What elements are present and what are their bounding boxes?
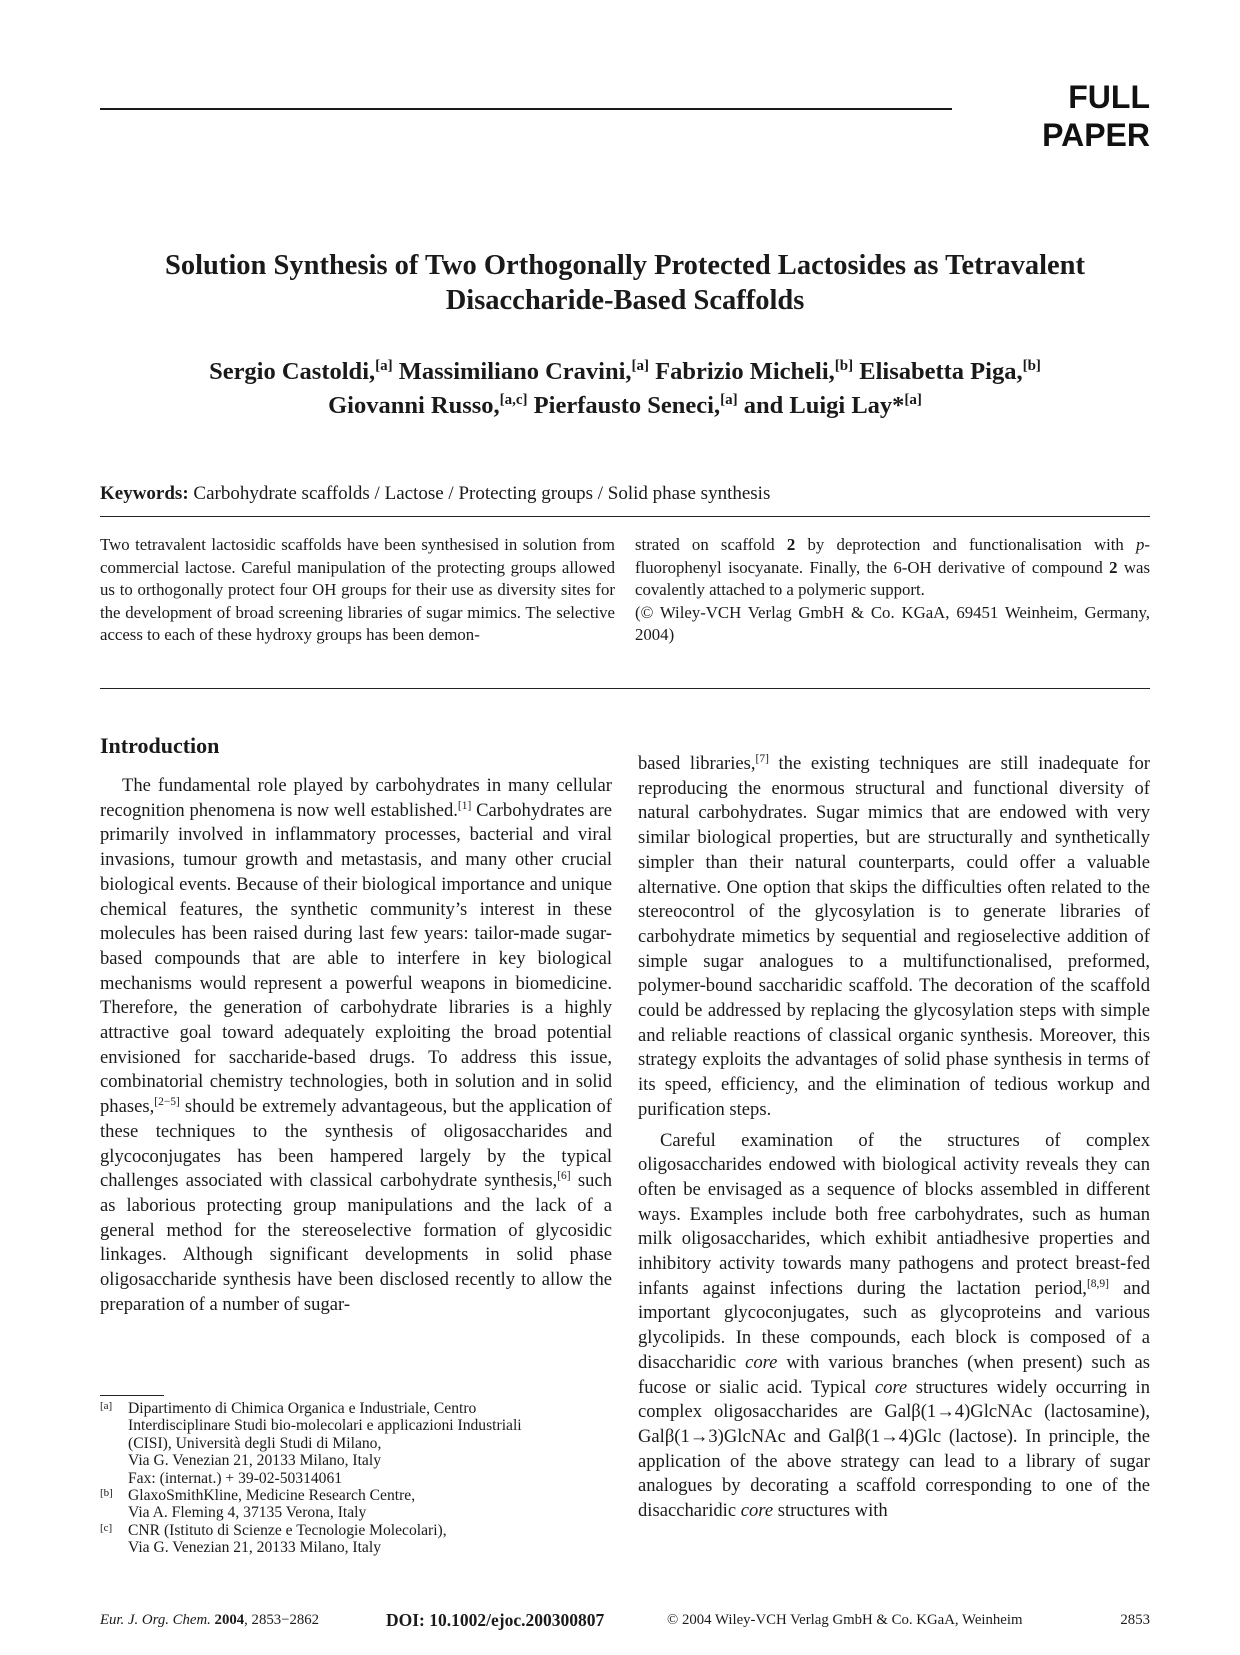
abstract-text-right: strated on scaffold 2 by deprotection and functionalisation with p-fluorophenyl isocyanate. Finally, the 6-OH derivative of compound 2 was covalently attached to a polymeric support. (635, 535, 1150, 599)
author-name: Sergio Castoldi, (209, 358, 376, 385)
author-affiliation: [a] (904, 392, 922, 408)
author-affiliation: [a] (631, 358, 650, 374)
abstract (100, 534, 1150, 684)
author-line-1 (100, 355, 1150, 389)
author-name: and Luigi Lay* (743, 392, 905, 419)
author-list (100, 355, 1150, 423)
keywords-label: Keywords: (100, 483, 189, 504)
body-paragraph: Careful examination of the structures of complex oligosaccharides endowed with biological activity reveals they can often be envisaged as a sequence of blocks assembled in different ways. Examples include both free carbohydrates, such as human milk oligosaccharides, which exhibit antiadhesive properties and inhibitory activity towards many pathogens and protect breast-fed infants against infections during the lactation period,[8,9] and important glycoconjugates, such as glycoproteins and various glycolipids. In these compounds, each block is composed of a disaccharidic core with various branches (when present) such as fucose or sialic acid. Typical core structures widely occurring in complex oligosaccharides are Galβ(1→4)GlcNAc (lactosamine), Galβ(1→3)GlcNAc and Galβ(1→4)Glc (lactose). In principle, the application of the above strategy can lead to a library of sugar analogues by decorating a scaffold corresponding to one of the disaccharidic core structures with (638, 1129, 1150, 1522)
doi-link[interactable]: DOI: 10.1002/ejoc.200300807 (386, 1610, 605, 1630)
journal-citation: Eur. J. Org. Chem. 2004 , 2853−2862 (100, 1612, 320, 1628)
author-affiliation: [a,c] (499, 392, 528, 408)
affiliation-footnotes (100, 1400, 620, 1557)
section-label: FULL PAPER (1042, 79, 1150, 153)
author-affiliation: [b] (1022, 358, 1041, 374)
abstract-text-left: Two tetravalent lactosidic scaffolds have been synthesised in solution from commercial lactose. Careful manipulation of the protecting groups allowed us to orthogonally protect four OH groups for their use as diversity sites for the development of broad screening libraries of sugar mimics. The selective access to each of these hydroxy groups has been demon- (100, 535, 615, 644)
author-name: Giovanni Russo, (328, 392, 500, 419)
body-paragraph: The fundamental role played by carbohydrates in many cellular recognition phenomena is now well established.[1] Carbohydrates are primarily involved in inflammatory processes, bacterial and viral invasions, tumour growth and metastasis, and many other crucial biological events. Because of their biological importance and unique chemical features, the synthetic community’s interest in these molecules has been raised during last few years: tailor-made sugar-based compounds that are able to interfere in key biological mechanisms would represent a powerful weapons in biomedicine. Therefore, the generation of carbohydrate libraries is a highly attractive goal toward adequately exploiting the broad potential envisioned for saccharide-based drugs. To address this issue, combinatorial chemistry technologies, both in solution and in solid phases,[2−5] should be extremely advantageous, but the application of these techniques to the synthesis of oligosaccharides and glycoconjugates has been hampered largely by the typical challenges associated with classical carbohydrate synthesis,[6] such as laborious protecting group manipulations and the lack of a general method for the stereoselective formation of glycosidic linkages. Although significant developments in solid phase oligosaccharide synthesis have been disclosed recently to allow the preparation of a number of sugar- (100, 775, 612, 1315)
citation: [2−5] (154, 1096, 180, 1109)
footnote-mark: [a] (100, 1400, 113, 1412)
section-heading-introduction: Introduction (100, 733, 220, 758)
keywords (100, 482, 1150, 506)
abstract-copyright: (© Wiley-VCH Verlag GmbH & Co. KGaA, 69451 Weinheim, Germany, 2004) (635, 602, 1150, 644)
title-line-1: Solution Synthesis of Two Orthogonally Protected Lactosides as Tetravalent (165, 250, 1085, 281)
author-name: Fabrizio Micheli, (655, 358, 835, 385)
page-number: 2853 (1120, 1612, 1150, 1628)
keywords-text: Carbohydrate scaffolds / Lactose / Protecting groups / Solid phase synthesis (193, 483, 771, 504)
author-affiliation: [a] (720, 392, 738, 408)
citation: [1] (457, 799, 472, 812)
author-name: Pierfausto Seneci, (533, 392, 721, 419)
keywords-rule (100, 516, 1150, 517)
footnote-c: [c] CNR (Istituto di Scienze e Tecnologie Molecolari), Via G. Venezian 21, 20133 Milano, Italy (100, 1521, 447, 1557)
footnote-mark: [c] (100, 1521, 113, 1534)
author-affiliation: [a] (375, 358, 393, 374)
abstract-column-left (100, 534, 615, 647)
citation: [7] (755, 753, 769, 765)
abstract-rule (100, 688, 1150, 689)
footnote-mark: [b] (100, 1487, 113, 1500)
footnote-a: [a] Dipartimento di Chimica Organica e Industriale, Centro Interdisciplinare Studi bio-molecolari e applicazioni Industriali (CISI), Università degli Studi di Milano, Via G. Venezian 21, 20133 Milano, Italy Fax: (internat.) + 39-02-50314061 (100, 1400, 522, 1487)
title-line-2: Disaccharide-Based Scaffolds (445, 285, 805, 316)
footer-copyright: © 2004 Wiley-VCH Verlag GmbH & Co. KGaA, Weinheim (667, 1612, 1023, 1628)
author-affiliation: [b] (834, 358, 854, 374)
footnote-b: [b] GlaxoSmithKline, Medicine Research Centre, Via A. Fleming 4, 37135 Verona, Italy (100, 1487, 416, 1522)
author-name: Elisabetta Piga, (859, 358, 1023, 385)
citation: [8,9] (1086, 1277, 1109, 1290)
abstract-column-right (635, 534, 1150, 647)
body-column-left (100, 732, 612, 1317)
footnote-rule (100, 1395, 164, 1396)
body-column-right (638, 752, 1150, 1524)
citation: [6] (557, 1170, 571, 1183)
body-paragraph: based libraries,[7] the existing techniques are still inadequate for reproducing the enormous structural and functional diversity of natural carbohydrates. Sugar mimics that are endowed with very similar biological properties, but are structurally and synthetically simpler than their natural counterparts, could offer a valuable alternative. One option that skips the difficulties often related to the stereocontrol of the glycosylation is to generate libraries of carbohydrate mimetics by sequential and regioselective addition of simple sugar analogues to a multifunctionalised, preformed, polymer-bound saccharidic scaffold. The decoration of the scaffold could be addressed by replacing the glycosylation steps with simple and reliable reactions of classical organic synthesis. Moreover, this strategy exploits the advantages of solid phase synthesis in terms of its speed, efficiency, and the elimination of tedious workup and purification steps. (638, 753, 1150, 1120)
author-line-2 (100, 389, 1150, 423)
paper-title (100, 248, 1150, 318)
author-name: Massimiliano Cravini, (398, 358, 632, 385)
page-footer (100, 1608, 1150, 1632)
header-rule (100, 108, 952, 110)
